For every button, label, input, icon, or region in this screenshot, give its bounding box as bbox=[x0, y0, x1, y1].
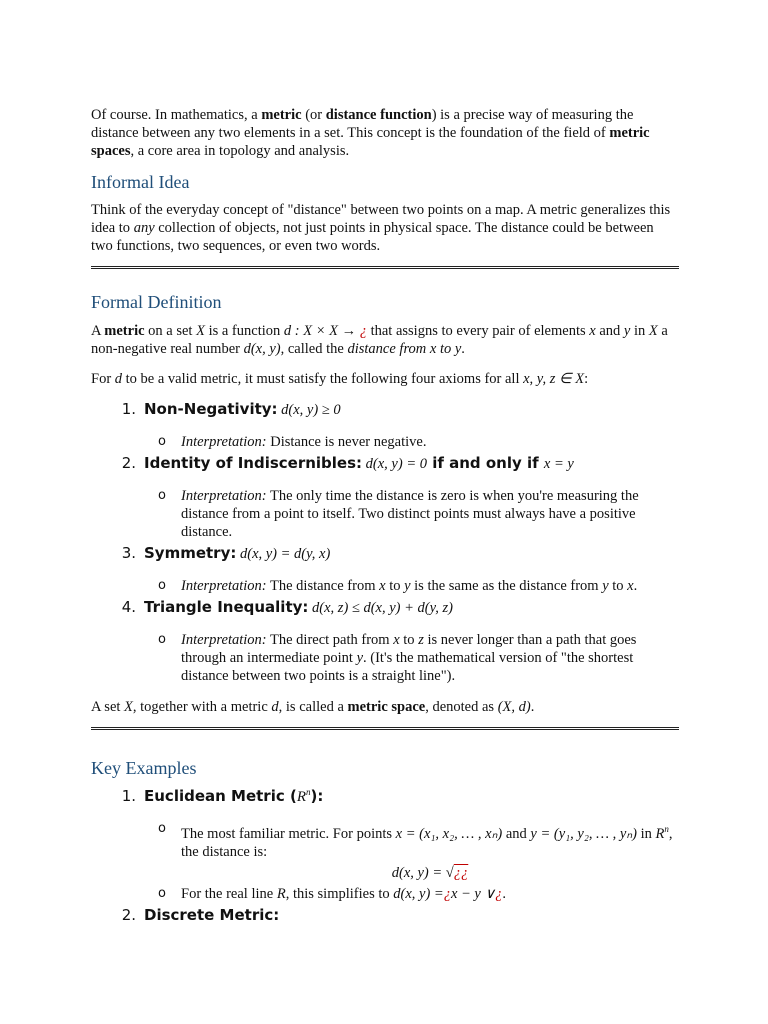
interpretation-body: is the same as the distance from bbox=[410, 578, 603, 594]
emphasis-any: any bbox=[133, 220, 155, 236]
axiom-interpretation bbox=[158, 577, 679, 595]
example-bullet bbox=[158, 820, 679, 882]
math-d: d bbox=[114, 371, 123, 387]
intro-text: Of course. In mathematics, a bbox=[91, 107, 262, 123]
interpretation-body: to bbox=[608, 578, 628, 594]
axiom-formula: d(x, y) ≥ 0 bbox=[281, 402, 341, 418]
example-text: and bbox=[502, 825, 531, 842]
math-render-glitch: ¿ bbox=[359, 323, 367, 339]
math-y: y bbox=[623, 323, 631, 339]
math-set-x: X bbox=[648, 323, 658, 339]
interpretation-body: . bbox=[633, 578, 638, 594]
def-text: is a function bbox=[204, 323, 284, 339]
example-text: The most familiar metric. For points bbox=[181, 825, 396, 842]
example-number: 1. bbox=[121, 787, 136, 805]
axioms-intro bbox=[91, 370, 679, 388]
axiom-connector: if and only if bbox=[427, 454, 544, 472]
axiom-item bbox=[91, 454, 679, 473]
math-r: R bbox=[296, 789, 306, 805]
def-text: a non-negative real number bbox=[91, 323, 668, 357]
interpretation-body: The only time the distance is zero is when you're measuring the distance from a point to itself. Two distinct points must always have a positive distance. bbox=[181, 488, 639, 540]
math-d: d bbox=[271, 699, 279, 715]
interpretation-label: Interpretation: bbox=[181, 434, 267, 450]
interpretation-text bbox=[181, 433, 679, 451]
axioms-intro-text: to be a valid metric, it must satisfy the following four axioms for all bbox=[122, 371, 524, 387]
metric-space-paragraph bbox=[91, 698, 679, 716]
axiom-name: Triangle Inequality: bbox=[144, 598, 309, 616]
example-item bbox=[91, 906, 679, 924]
math-superscript: n bbox=[664, 824, 669, 834]
math-d-xy: d(x, y) bbox=[243, 341, 281, 357]
axiom-number: 4. bbox=[121, 598, 136, 616]
def-text: in bbox=[630, 323, 649, 339]
interpretation-label: Interpretation: bbox=[181, 488, 267, 504]
example-text: . bbox=[502, 885, 506, 902]
math-function-signature: d : X × X → bbox=[283, 323, 357, 339]
document-page bbox=[91, 106, 679, 924]
axiom-number: 1. bbox=[121, 400, 136, 418]
math-point-y: y = (y₁, y₂, … , yₙ) bbox=[530, 825, 637, 842]
interpretation-label: Interpretation: bbox=[181, 578, 267, 594]
closing-text: , denoted as bbox=[425, 699, 498, 715]
math-x: x bbox=[379, 578, 386, 594]
section-divider bbox=[91, 727, 679, 730]
axiom-interpretation bbox=[158, 487, 679, 541]
closing-text: . bbox=[530, 699, 535, 715]
axiom-formula: x = y bbox=[543, 456, 574, 472]
math-r: R bbox=[655, 825, 665, 842]
axiom-name: Identity of Indiscernibles: bbox=[144, 454, 363, 472]
axiom-interpretation bbox=[158, 433, 679, 451]
example-text: , the distance is: bbox=[181, 825, 673, 860]
def-text: on a set bbox=[144, 323, 197, 339]
interpretation-body: Distance is never negative. bbox=[266, 434, 427, 450]
interpretation-body: The direct path from bbox=[266, 632, 394, 648]
axiom-item bbox=[91, 400, 679, 419]
informal-paragraph bbox=[91, 201, 679, 255]
axiom-formula: d(x, y) = 0 bbox=[365, 456, 427, 472]
axioms-intro-text: For bbox=[91, 371, 115, 387]
term-distance-function: distance function bbox=[325, 107, 432, 123]
math-d-xy: d(x, y) = bbox=[393, 885, 444, 902]
math-render-glitch: ¿ bbox=[495, 885, 503, 902]
math-point-x: x = (x₁, x₂, … , xₙ) bbox=[395, 825, 503, 842]
interpretation-body: is never longer than a path that goes through an intermediate point bbox=[181, 632, 637, 666]
bullet-icon: o bbox=[158, 885, 166, 901]
closing-text: , together with a metric bbox=[132, 699, 272, 715]
example-name-text: ): bbox=[310, 787, 324, 805]
emphasis-distance: distance from x to y bbox=[347, 341, 462, 357]
math-render-glitch: ¿¿ bbox=[453, 864, 469, 881]
axiom-interpretation bbox=[158, 631, 679, 685]
intro-paragraph bbox=[91, 106, 679, 160]
heading-key-examples: Key Examples bbox=[91, 758, 197, 778]
example-text: , this simplifies to bbox=[285, 885, 394, 902]
term-metric: metric bbox=[261, 107, 302, 123]
example-bullet-text bbox=[181, 885, 679, 903]
axiom-name: Symmetry: bbox=[144, 544, 237, 562]
axiom-name: Non-Negativity: bbox=[144, 400, 278, 418]
def-text: . bbox=[461, 341, 465, 357]
interpretation-label: Interpretation: bbox=[181, 632, 267, 648]
bullet-icon: o bbox=[158, 632, 166, 647]
math-z: z bbox=[418, 632, 424, 648]
example-name-text: Euclidean Metric ( bbox=[144, 787, 297, 805]
def-text: and bbox=[595, 323, 624, 339]
math-r: R bbox=[276, 885, 286, 902]
intro-text: (or bbox=[301, 107, 326, 123]
example-name: Discrete Metric: bbox=[144, 905, 280, 924]
math-superscript: n bbox=[305, 787, 311, 797]
math-x: x bbox=[393, 632, 400, 648]
axioms-intro-text: : bbox=[584, 371, 589, 387]
interpretation-body: to bbox=[399, 632, 419, 648]
math-euclidean-lhs: d(x, y) = √ bbox=[391, 864, 454, 881]
def-text: that assigns to every pair of elements bbox=[366, 323, 590, 339]
example-text: For the real line bbox=[181, 885, 277, 902]
axiom-number: 3. bbox=[121, 544, 136, 562]
axiom-item bbox=[91, 598, 679, 617]
math-abs-diff: x − y ∨ bbox=[450, 885, 496, 902]
interpretation-text bbox=[181, 631, 679, 685]
display-formula bbox=[181, 864, 679, 882]
bullet-icon: o bbox=[158, 821, 166, 836]
math-y: y bbox=[602, 578, 609, 594]
section-divider bbox=[91, 266, 679, 269]
closing-text: , is called a bbox=[278, 699, 348, 715]
axiom-formula: d(x, z) ≤ d(x, y) + d(y, z) bbox=[312, 600, 453, 616]
axiom-item bbox=[91, 544, 679, 563]
informal-text: Think of the everyday concept of "distance" between two points on a map. A metric generalizes this idea to bbox=[91, 202, 671, 236]
math-x: x bbox=[627, 578, 634, 594]
def-text: , called the bbox=[280, 341, 348, 357]
example-name bbox=[144, 783, 323, 806]
math-y: y bbox=[404, 578, 411, 594]
interpretation-body: . (It's the mathematical version of "the shortest distance between two points is a straight line"). bbox=[181, 650, 634, 684]
interpretation-body: The distance from bbox=[266, 578, 380, 594]
example-bullet bbox=[158, 885, 679, 903]
bullet-icon: o bbox=[158, 488, 166, 503]
heading-informal-idea: Informal Idea bbox=[91, 172, 190, 192]
intro-text: ) is a precise way of measuring the distance between any two elements in a set. This concept is the foundation of the field of bbox=[91, 107, 634, 141]
math-x: x bbox=[589, 323, 596, 339]
interpretation-text bbox=[181, 487, 679, 541]
math-set-x: X bbox=[124, 699, 133, 715]
example-number: 2. bbox=[121, 905, 136, 924]
bullet-icon: o bbox=[158, 434, 166, 449]
term-metric-space: metric space bbox=[347, 699, 426, 715]
math-render-glitch: ¿ bbox=[443, 885, 451, 902]
example-text: in bbox=[636, 825, 656, 842]
intro-text: , a core area in topology and analysis. bbox=[130, 143, 350, 159]
term-metric: metric bbox=[104, 323, 145, 339]
informal-text: collection of objects, not just points in physical space. The distance could be between two functions, two sequences, or even two words. bbox=[91, 220, 654, 254]
interpretation-body: to bbox=[385, 578, 405, 594]
math-y: y bbox=[356, 650, 364, 666]
def-text: A bbox=[91, 323, 105, 339]
interpretation-text bbox=[181, 577, 679, 595]
heading-formal-definition: Formal Definition bbox=[91, 292, 222, 312]
bullet-icon: o bbox=[158, 578, 166, 593]
axiom-formula: d(x, y) = d(y, x) bbox=[239, 546, 331, 562]
axiom-number: 2. bbox=[121, 454, 136, 472]
example-bullet-text bbox=[181, 820, 679, 882]
closing-text: A set bbox=[91, 699, 125, 715]
math-pair: (X, d) bbox=[497, 699, 531, 715]
definition-paragraph bbox=[91, 322, 679, 358]
term-metric-spaces: metric spaces bbox=[91, 125, 650, 159]
math-quantifier: x, y, z ∈ X bbox=[523, 371, 585, 387]
example-item bbox=[91, 783, 679, 806]
math-set-x: X bbox=[196, 323, 205, 339]
